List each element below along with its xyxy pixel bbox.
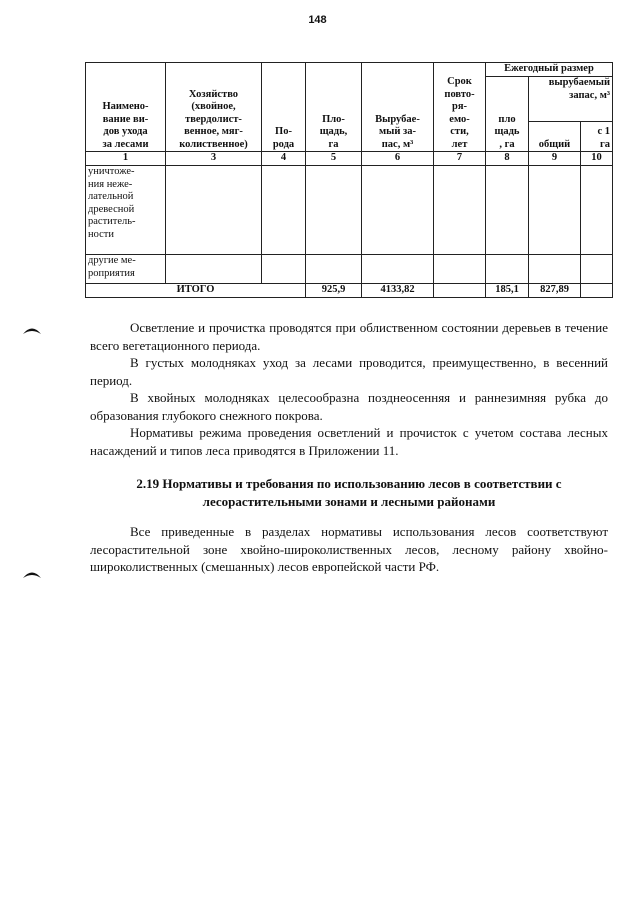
header-per-hectare: с 1 га xyxy=(581,122,613,152)
column-number: 4 xyxy=(262,152,306,166)
forest-care-table xyxy=(85,62,613,298)
header-felled-stock: Вырубае- мый за- пас, м³ xyxy=(362,63,434,152)
row-care-type: уничтоже- ния неже- лательной древесной раститель- ности xyxy=(86,166,166,255)
table-row xyxy=(86,166,613,255)
total-area: 925,9 xyxy=(306,284,362,298)
section-body: Все приведенные в разделах нормативы использования лесов соответствуют лесорастительной зоне хвойно-широколиственных лесов, лесному району хвойно-широколиственных (смешанных) лесов европейской части РФ. xyxy=(90,524,608,574)
header-annual-size: Ежегодный размер xyxy=(486,63,613,77)
column-number: 9 xyxy=(529,152,581,166)
binder-hole-mark xyxy=(22,567,42,579)
table-row xyxy=(86,255,613,284)
column-number: 10 xyxy=(581,152,613,166)
header-farm: Хозяйство (хвойное, твердолист- венное, мяг- колиственное) xyxy=(166,63,262,152)
header-species: По- рода xyxy=(262,63,306,152)
column-number: 1 xyxy=(86,152,166,166)
page-number: 148 xyxy=(308,14,327,26)
column-number: 6 xyxy=(362,152,434,166)
column-number: 5 xyxy=(306,152,362,166)
header-area: Пло- щадь, га xyxy=(306,63,362,152)
row-care-type: другие ме- роприятия xyxy=(86,255,166,284)
header-annual-area: пло щадь , га xyxy=(486,77,529,152)
total-label: ИТОГО xyxy=(86,284,306,298)
column-number: 3 xyxy=(166,152,262,166)
paragraph: Нормативы режима проведения осветлений и прочисток с учетом состава лесных насаждений и типов леса приводятся в Приложении 11. xyxy=(90,425,608,458)
header-repeat-period: Срок повто- ря- емо- сти, лет xyxy=(434,63,486,152)
total-annual-area: 185,1 xyxy=(486,284,529,298)
column-number: 7 xyxy=(434,152,486,166)
total-row xyxy=(86,284,613,298)
total-stock: 4133,82 xyxy=(362,284,434,298)
binder-hole-mark xyxy=(22,323,42,335)
paragraph: В хвойных молодняках целесообразна позднеосенняя и раннезимняя рубка до образования глубокого снежного покрова. xyxy=(90,390,608,423)
header-annual-stock: вырубаемый запас, м³ xyxy=(529,77,613,122)
section-heading: 2.19 Нормативы и требования по использованию лесов в соответствии с лесорастительными зонами и лесными районами xyxy=(136,476,562,509)
header-care-type: Наимено- вание ви- дов ухода за лесами xyxy=(86,63,166,152)
column-numbers-row xyxy=(86,152,613,166)
column-number: 8 xyxy=(486,152,529,166)
header-annual-total: общий xyxy=(529,122,581,152)
paragraph: Осветление и прочистка проводятся при облиственном состоянии деревьев в течение всего вегетационного периода. xyxy=(90,320,608,353)
total-annual-stock: 827,89 xyxy=(529,284,581,298)
paragraph: В густых молодняках уход за лесами проводится, преимущественно, в весенний период. xyxy=(90,355,608,388)
